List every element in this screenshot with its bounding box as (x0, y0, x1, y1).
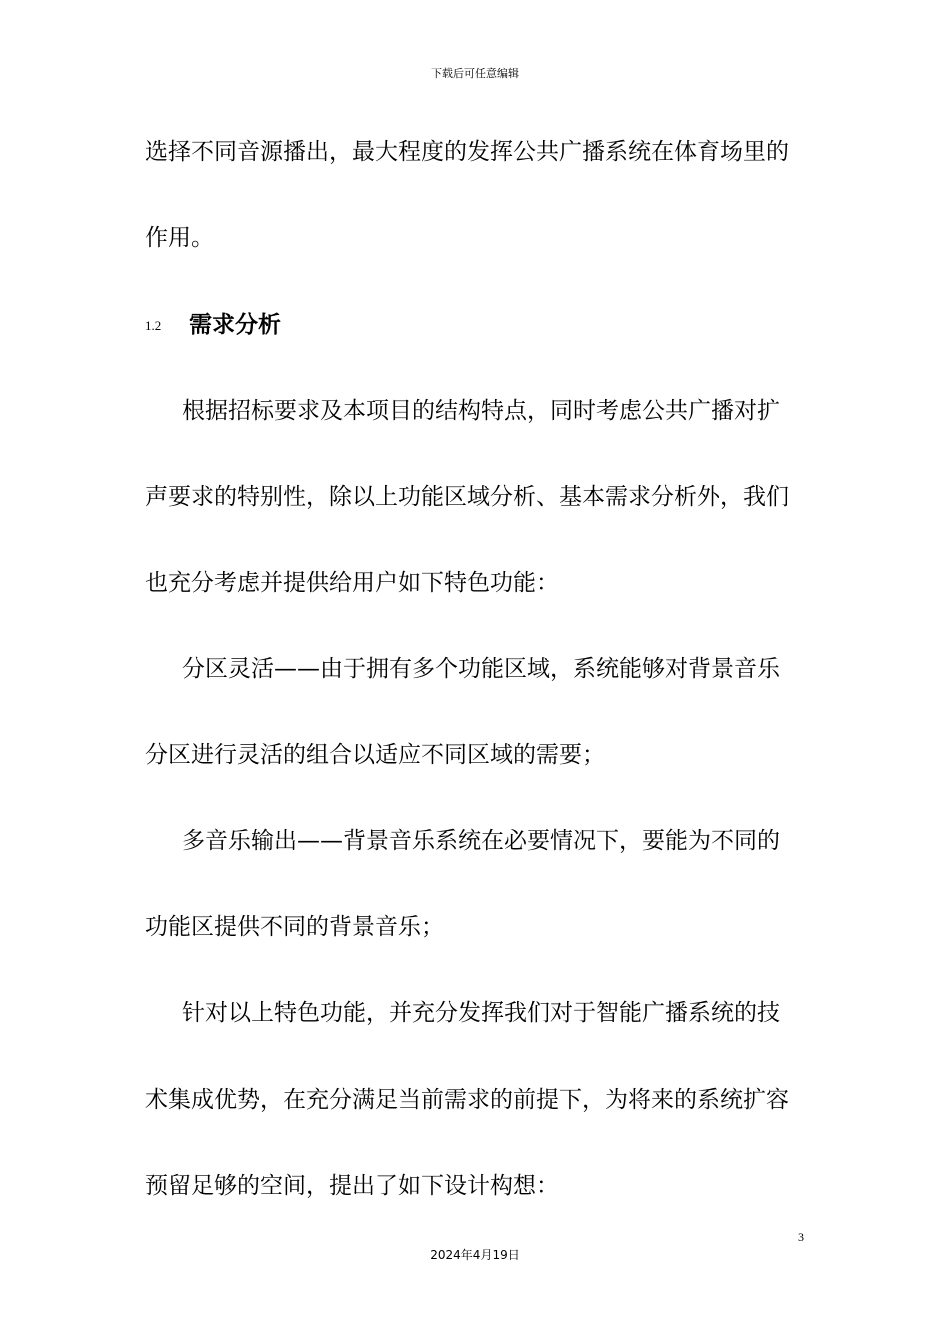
paragraph-line-7: 功能区提供不同的背景音乐； (145, 914, 444, 940)
body-line-2: 作用。 (145, 225, 214, 251)
paragraph-line-5: 分区进行灵活的组合以适应不同区域的需要； (145, 742, 605, 768)
paragraph-line-2: 声要求的特别性，除以上功能区域分析、基本需求分析外，我们 (145, 484, 789, 510)
paragraph-line-6: 多音乐输出——背景音乐系统在必要情况下，要能为不同的 (182, 828, 780, 854)
section-number: 1.2 (145, 318, 162, 333)
body-line-1: 选择不同音源播出，最大程度的发挥公共广播系统在体育场里的 (145, 139, 789, 165)
paragraph-line-4: 分区灵活——由于拥有多个功能区域，系统能够对背景音乐 (182, 656, 780, 682)
paragraph-line-8: 针对以上特色功能，并充分发挥我们对于智能广播系统的技 (182, 1000, 780, 1026)
page-header: 下载后可任意编辑 (431, 67, 519, 80)
paragraph-line-9: 术集成优势，在充分满足当前需求的前提下，为将来的系统扩容 (145, 1087, 789, 1113)
paragraph-line-1: 根据招标要求及本项目的结构特点，同时考虑公共广播对扩 (182, 398, 780, 424)
page-number: 3 (798, 1230, 804, 1244)
paragraph-line-10: 预留足够的空间，提出了如下设计构想： (145, 1173, 559, 1199)
paragraph-line-3: 也充分考虑并提供给用户如下特色功能： (145, 570, 559, 596)
footer-date: 2024年4月19日 (430, 1248, 520, 1262)
section-title: 需求分析 (189, 312, 281, 338)
